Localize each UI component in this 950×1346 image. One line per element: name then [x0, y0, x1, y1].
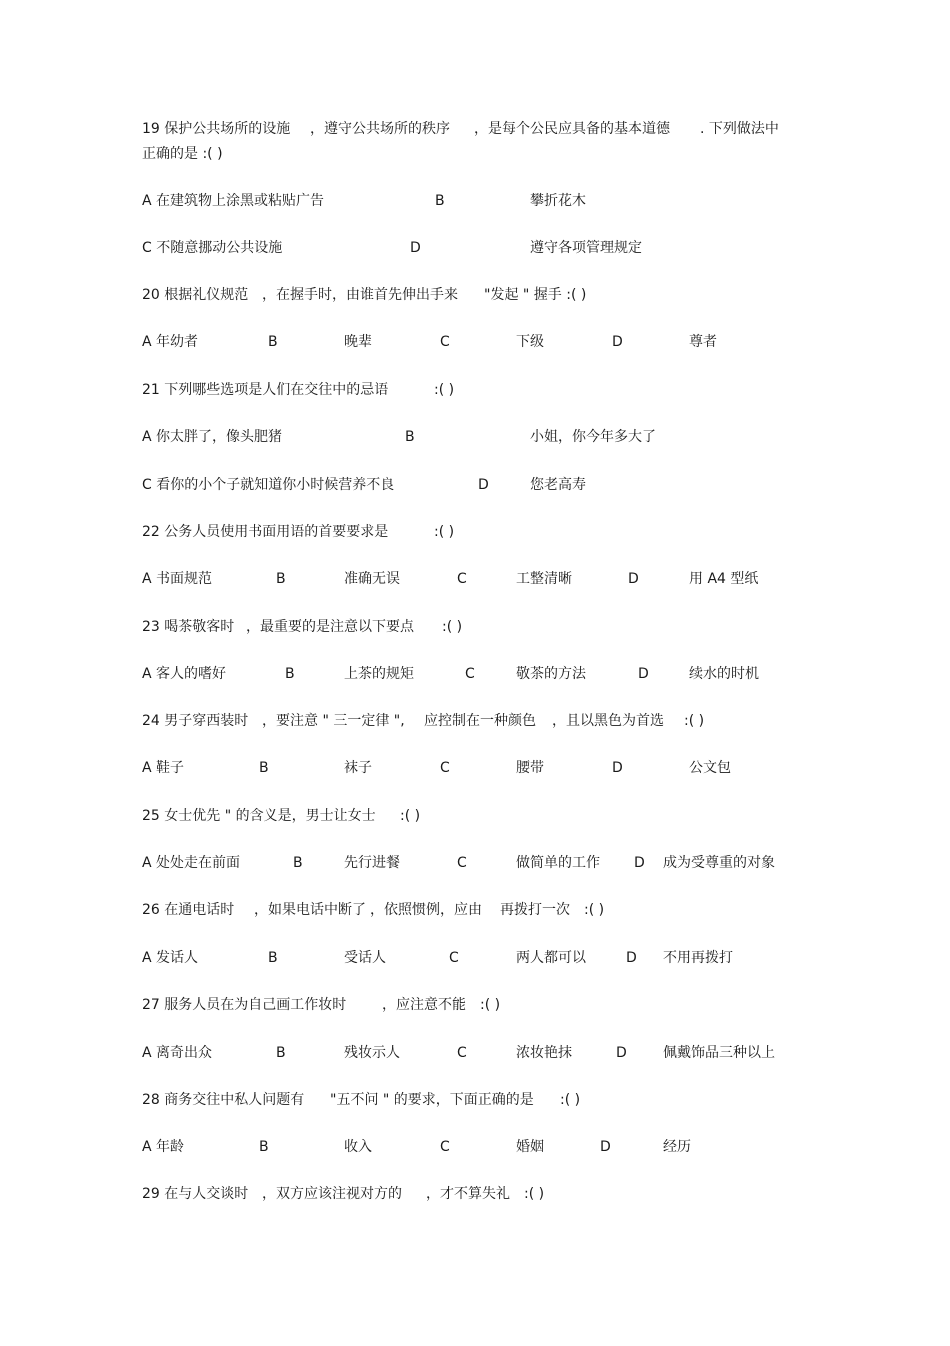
question-text: ，且以黑色为首选 — [552, 713, 664, 729]
option-d: 不用再拨打 — [663, 950, 733, 966]
question-text: 25 女士优先 " 的含义是，男士让女士 — [142, 808, 376, 824]
option-b-letter: B — [276, 1045, 286, 1061]
question-text: 19 保护公共场所的设施 — [142, 121, 291, 137]
option-d: 佩戴饰品三种以上 — [663, 1045, 775, 1061]
option-b-letter: B — [259, 760, 269, 776]
option-b: 袜子 — [344, 760, 372, 776]
option-a: A 在建筑物上涂黑或粘贴广告 — [142, 193, 325, 209]
option-b: 收入 — [344, 1139, 372, 1155]
option-d-letter: D — [628, 571, 639, 587]
question-text: :( ) — [400, 808, 421, 824]
option-b: 先行进餐 — [344, 855, 400, 871]
option-b: 上茶的规矩 — [344, 666, 414, 682]
option-c: C 看你的小个子就知道你小时候营养不良 — [142, 477, 395, 493]
option-b: 准确无误 — [344, 571, 400, 587]
option-d-letter: D — [626, 950, 637, 966]
question-text: ，双方应该注视对方的 — [262, 1186, 402, 1202]
question-text: 21 下列哪些选项是人们在交往中的忌语 — [142, 382, 389, 398]
question-text: ，应注意不能 — [382, 997, 466, 1013]
option-d: 尊者 — [689, 334, 717, 350]
option-c: 下级 — [516, 334, 544, 350]
question-text: ，遵守公共场所的秩序 — [310, 121, 450, 137]
option-a: A 发话人 — [142, 950, 199, 966]
option-a: A 处处走在前面 — [142, 855, 241, 871]
option-c: 做简单的工作 — [516, 855, 600, 871]
option-a: A 年幼者 — [142, 334, 199, 350]
question-text: ，才不算失礼 — [426, 1186, 510, 1202]
question-text: 正确的是 :( ) — [142, 146, 223, 162]
option-b-letter: B — [276, 571, 286, 587]
question-text: . 下列做法中 — [700, 121, 779, 137]
question-text: 23 喝茶敬客时 — [142, 619, 235, 635]
option-a: A 离奇出众 — [142, 1045, 213, 1061]
question-text: :( ) — [524, 1186, 545, 1202]
question-text: ，要注意 " 三一定律 ", — [262, 713, 405, 729]
question-text: ，是每个公民应具备的基本道德 — [474, 121, 670, 137]
question-text: 27 服务人员在为自己画工作妆时 — [142, 997, 347, 1013]
question-text: :( ) — [584, 902, 605, 918]
option-d: 经历 — [663, 1139, 691, 1155]
question-text: :( ) — [434, 382, 455, 398]
option-c-letter: C — [457, 571, 467, 587]
option-b-letter: B — [259, 1139, 269, 1155]
option-c: 敬茶的方法 — [516, 666, 586, 682]
question-text: ，最重要的是注意以下要点 — [246, 619, 414, 635]
option-b: 小姐，你今年多大了 — [530, 429, 656, 445]
question-text: :( ) — [434, 524, 455, 540]
question-text: 20 根据礼仪规范 — [142, 287, 249, 303]
option-c: 工整清晰 — [516, 571, 572, 587]
option-c-letter: C — [465, 666, 475, 682]
option-a: A 书面规范 — [142, 571, 213, 587]
option-d: 续水的时机 — [689, 666, 759, 682]
option-b-letter: B — [268, 334, 278, 350]
option-c: 婚姻 — [516, 1139, 544, 1155]
option-d-letter: D — [600, 1139, 611, 1155]
option-d-letter: D — [612, 334, 623, 350]
question-text: :( ) — [684, 713, 705, 729]
option-c-letter: C — [457, 1045, 467, 1061]
option-d-letter: D — [638, 666, 649, 682]
option-c-letter: C — [440, 760, 450, 776]
option-b: 攀折花木 — [530, 193, 586, 209]
option-d: 公文包 — [689, 760, 731, 776]
option-c-letter: C — [449, 950, 459, 966]
question-text: 29 在与人交谈时 — [142, 1186, 249, 1202]
option-d-letter: D — [410, 240, 421, 256]
option-b-letter: B — [285, 666, 295, 682]
option-c-letter: C — [440, 334, 450, 350]
option-a: A 年龄 — [142, 1139, 185, 1155]
question-text: :( ) — [442, 619, 463, 635]
option-a: A 你太胖了，像头肥猪 — [142, 429, 283, 445]
question-text: 24 男子穿西装时 — [142, 713, 249, 729]
question-text: 应控制在一种颜色 — [424, 713, 536, 729]
option-b-letter: B — [435, 193, 445, 209]
option-b-letter: B — [293, 855, 303, 871]
option-d-letter: D — [634, 855, 645, 871]
question-text: 28 商务交往中私人问题有 — [142, 1092, 305, 1108]
option-c-letter: C — [440, 1139, 450, 1155]
option-d: 成为受尊重的对象 — [663, 855, 775, 871]
option-b: 残妆示人 — [344, 1045, 400, 1061]
option-c: 腰带 — [516, 760, 544, 776]
option-d: 遵守各项管理规定 — [530, 240, 642, 256]
question-text: ，在握手时，由谁首先伸出手来 — [262, 287, 458, 303]
question-text: ，依照惯例，应由 — [370, 902, 482, 918]
question-text: 26 在通电话时 — [142, 902, 235, 918]
question-text: "五不问 " 的要求，下面正确的是 — [330, 1092, 534, 1108]
question-text: ，如果电话中断了 — [254, 902, 366, 918]
question-text: "发起 " 握手 :( ) — [484, 287, 587, 303]
option-c: 两人都可以 — [516, 950, 586, 966]
question-text: :( ) — [480, 997, 501, 1013]
question-text: 22 公务人员使用书面用语的首要要求是 — [142, 524, 389, 540]
option-a: A 鞋子 — [142, 760, 185, 776]
option-b-letter: B — [268, 950, 278, 966]
option-c: 浓妆艳抹 — [516, 1045, 572, 1061]
option-b: 晚辈 — [344, 334, 372, 350]
question-text: :( ) — [560, 1092, 581, 1108]
option-d-letter: D — [612, 760, 623, 776]
option-a: A 客人的嗜好 — [142, 666, 227, 682]
option-c: C 不随意挪动公共设施 — [142, 240, 283, 256]
option-d: 用 A4 型纸 — [689, 571, 759, 587]
option-c-letter: C — [457, 855, 467, 871]
option-d-letter: D — [478, 477, 489, 493]
option-d-letter: D — [616, 1045, 627, 1061]
option-b: 受话人 — [344, 950, 386, 966]
option-b-letter: B — [405, 429, 415, 445]
question-text: 再拨打一次 — [500, 902, 570, 918]
option-d: 您老高寿 — [530, 477, 586, 493]
